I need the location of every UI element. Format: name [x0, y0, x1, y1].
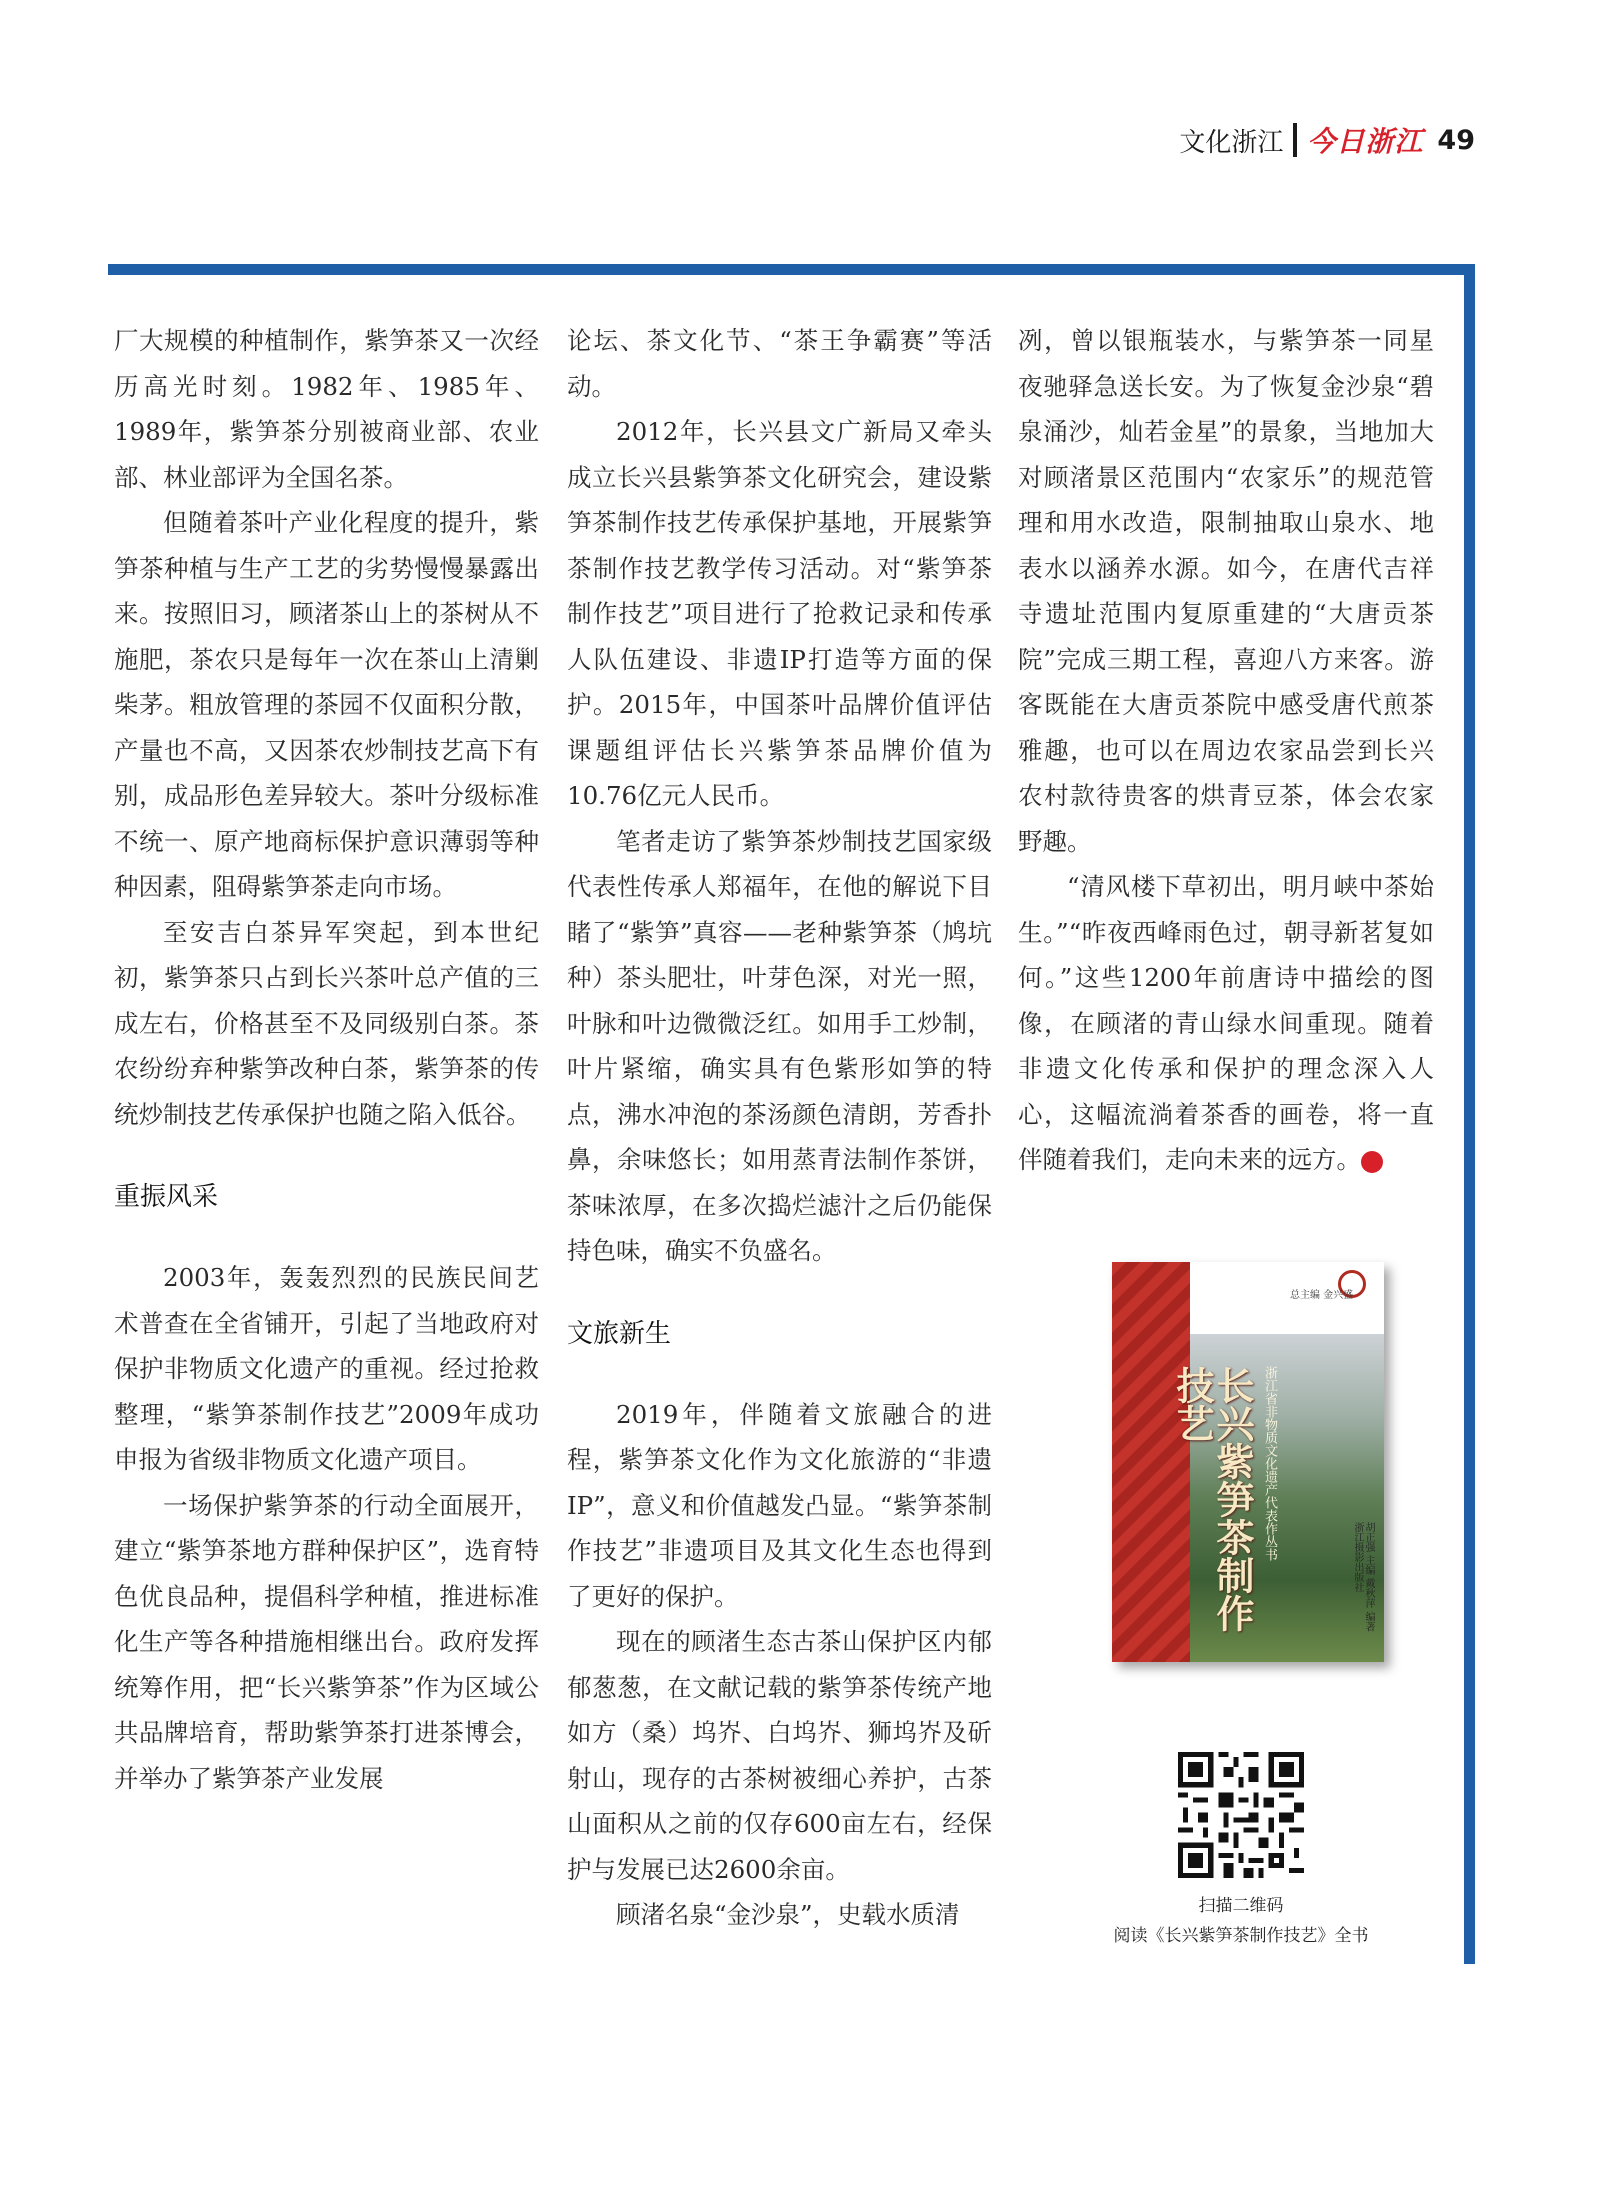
paragraph: 笔者走访了紫笋茶炒制技艺国家级代表性传承人郑福年，在他的解说下目睹了“紫笋”真容——老种紫笋茶（鸠坑种）茶头肥壮，叶芽色深，对光一照，叶脉和叶边微微泛红。如用手工炒制，叶片紧缩，确实具有色紫形如笋的特点，沸水冲泡的茶汤颜色清朗，芳香扑鼻，余味悠长；如用蒸青法制作茶饼，茶味浓厚，在多次捣烂滤汁之后仍能保持色味，确实不负盛名。: [567, 826, 992, 1265]
section-heading: 文旅新生: [567, 1318, 672, 1349]
book-publisher: 浙江摄影出版社: [1352, 1522, 1363, 1592]
paragraph: 论坛、茶文化节、“茶王争霸赛”等活动。: [567, 326, 992, 401]
paragraph: 冽，曾以银瓶装水，与紫笋茶一同星夜驰驿急送长安。为了恢复金沙泉“碧泉涌沙，灿若金星”的景象，当地加大对顾渚景区范围内“农家乐”的规范管理和用水改造，限制抽取山泉水、地表水以涵养水源。如今，在唐代吉祥寺遗址范围内复原重建的“大唐贡茶院”完成三期工程，喜迎八方来客。游客既能在大唐贡茶院中感受唐代煎茶雅趣，也可以在周边农家品尝到长兴农村款待贵客的烘青豆茶，体会农家野趣。: [1018, 326, 1434, 856]
book-author: 胡正强 主编 戴秋萍 编著 浙江摄影出版社: [1352, 1522, 1374, 1632]
paragraph: 顾渚名泉“金沙泉”，史载水质清: [616, 1900, 960, 1929]
paragraph: 但随着茶叶产业化程度的提升，紫笋茶种植与生产工艺的劣势慢慢暴露出来。按照旧习，顾渚茶山上的茶树从不施肥，茶农只是每年一次在茶山上清剿柴茅。粗放管理的茶园不仅面积分散，产量也不高，又因茶农炒制技艺高下有别，成品形色差异较大。茶叶分级标准不统一、原产地商标保护意识薄弱等种种因素，阻碍紫笋茶走向市场。: [114, 508, 539, 901]
header-divider: [1293, 123, 1297, 157]
book-series: 浙江省非物质文化遗产代表作丛书: [1262, 1366, 1277, 1561]
paragraph: 厂大规模的种植制作，紫笋茶又一次经历高光时刻。1982年、1985年、1989年，紫笋茶分别被商业部、农业部、林业部评为全国名茶。: [114, 326, 539, 492]
book-cover-pattern: [1112, 1262, 1190, 1662]
qr-caption: 扫描二维码: [1198, 1896, 1284, 1916]
paragraph: 2019年，伴随着文旅融合的进程，紫笋茶文化作为文化旅游的“非遗IP”，意义和价值越发凸显。“紫笋茶制作技艺”非遗项目及其文化生态也得到了更好的保护。: [567, 1399, 992, 1611]
frame-right-border: [1464, 264, 1475, 1964]
qr-code-icon[interactable]: [1178, 1752, 1304, 1878]
article-column-1: [114, 318, 539, 1801]
book-cover-image: [1112, 1262, 1384, 1662]
section-name: 文化浙江: [1179, 127, 1284, 158]
article-column-2: [567, 318, 992, 1938]
page-header: [1179, 118, 1475, 162]
frame-top-border: [108, 264, 1475, 275]
paragraph: 至安吉白茶异军突起，到本世纪初，紫笋茶只占到长兴茶叶总产值的三成左右，价格甚至不及同级别白茶。茶农纷纷弃种紫笋改种白茶，紫笋茶的传统炒制技艺传承保护也随之陷入低谷。: [114, 917, 539, 1129]
book-title: 长兴紫笋茶制作技艺: [1170, 1366, 1255, 1632]
book-editor: 总主编 金兴盛: [1290, 1290, 1354, 1301]
paragraph: 一场保护紫笋茶的行动全面展开，建立“紫笋茶地方群种保护区”，选育特色优良品种，提倡科学种植，推进标准化生产等各种措施相继出台。政府发挥统筹作用，把“长兴紫笋茶”作为区域公共品牌培育，帮助紫笋茶打进茶博会，并举办了紫笋茶产业发展: [114, 1490, 539, 1793]
paragraph: 2003年，轰轰烈烈的民族民间艺术普查在全省铺开，引起了当地政府对保护非物质文化遗产的重视。经过抢救整理，“紫笋茶制作技艺”2009年成功申报为省级非物质文化遗产项目。: [114, 1263, 539, 1474]
closing-paragraph-text: “清风楼下草初出，明月峡中茶始生。”“昨夜西峰雨色过，朝寻新茗复如何。”这些1200年前唐诗中描绘的图像，在顾渚的青山绿水间重现。随着非遗文化传承和保护的理念深入人心，这幅流淌着茶香的画卷，将一直伴随着我们，走向未来的远方。: [1018, 872, 1434, 1174]
article-column-3: [1018, 318, 1434, 1183]
section-heading: 重振风采: [114, 1182, 219, 1212]
qr-caption-book: 阅读《长兴紫笋茶制作技艺》全书: [1113, 1926, 1369, 1946]
magazine-logo: 今日浙江: [1307, 125, 1424, 158]
paragraph: 2012年，长兴县文广新局又牵头成立长兴县紫笋茶文化研究会，建设紫笋茶制作技艺传承保护基地，开展紫笋茶制作技艺教学传习活动。对“紫笋茶制作技艺”项目进行了抢救记录和传承人队伍建设、非遗IP打造等方面的保护。2015年，中国茶叶品牌价值评估课题组评估长兴紫笋茶品牌价值为10.76亿元人民币。: [567, 417, 992, 810]
end-mark-icon: 今: [1361, 1151, 1383, 1173]
paragraph: 现在的顾渚生态古茶山保护区内郁郁葱葱，在文献记载的紫笋茶传统产地如方（桑）坞岕、白坞岕、狮坞岕及斫射山，现存的古茶树被细心养护，古茶山面积从之前的仅存600亩左右，经保护与发展已达2600余亩。: [567, 1627, 992, 1884]
paragraph: [1018, 864, 1434, 1183]
page-number: 49: [1437, 124, 1475, 156]
